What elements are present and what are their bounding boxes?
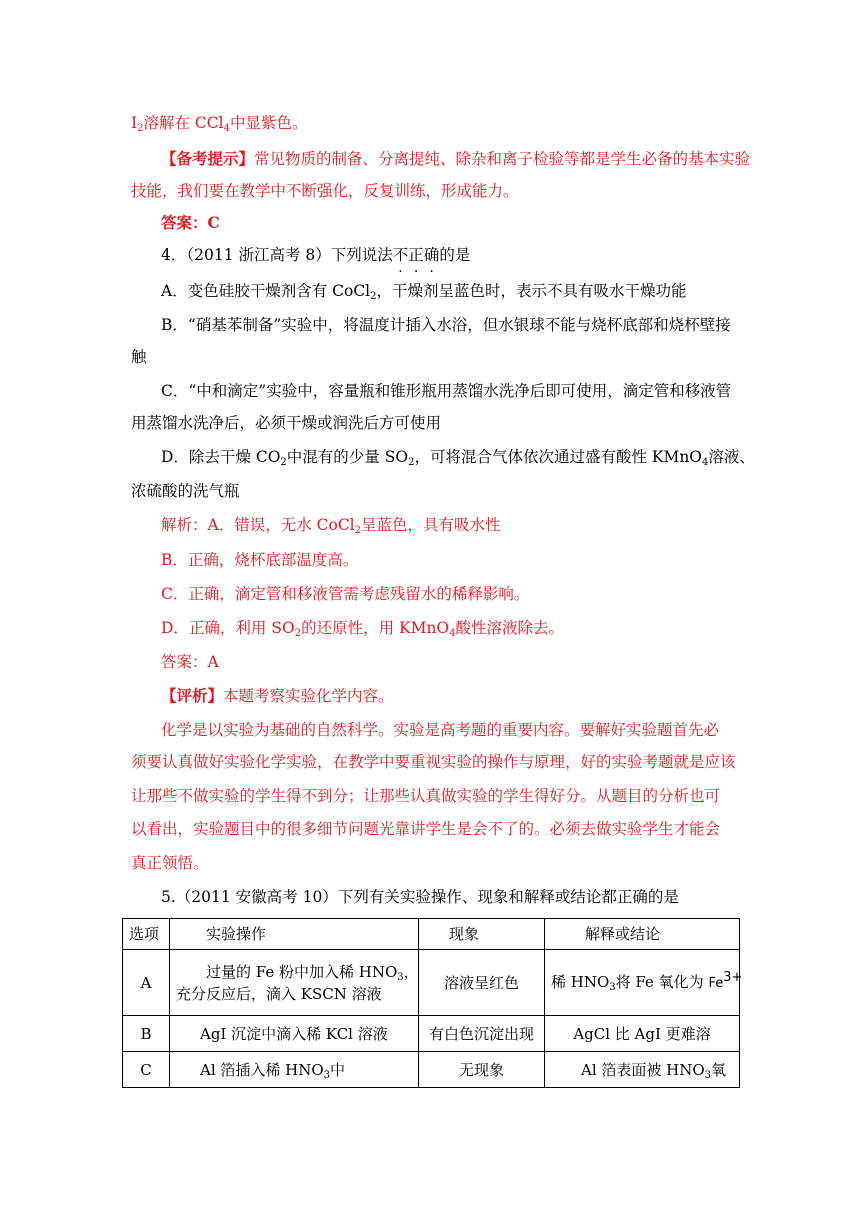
line-i2-ccl4: $I_2$溶解在 CCl$_4$中显紫色。 — [131, 114, 308, 134]
row-c-conclusion: Al 箔表面被 $HNO_3$氧 — [545, 1052, 740, 1088]
row-c-phenomenon: 无现象 — [419, 1052, 545, 1088]
row-c-operation: Al 箔插入稀 $HNO_3$中 — [170, 1052, 419, 1088]
explanation-a: 解析：A．错误，无水 CoCl$_2$呈蓝色，具有吸水性 — [161, 516, 501, 536]
row-a-phenomenon: 溶液呈红色 — [419, 950, 545, 1016]
row-b-phenomenon: 有白色沉淀出现 — [419, 1016, 545, 1052]
question-5-stem: 5.（2011 安徽高考 10）下列有关实验操作、现象和解释或结论都正确的是 — [161, 888, 679, 906]
row-a-option: A — [123, 950, 170, 1016]
table-row — [123, 950, 740, 1016]
experiment-table — [122, 918, 743, 1088]
row-b-operation: AgI 沉淀中滴入稀 KCl 溶液 — [170, 1016, 419, 1052]
row-b-option: B — [123, 1016, 170, 1052]
explanation-c: C．正确，滴定管和移液管需考虑残留水的稀释影响。 — [161, 585, 530, 603]
review-paragraph-2: 须要认真做好实验化学实验，在教学中要重视实验的操作与原理，好的实验考题就是应该 — [131, 753, 736, 771]
header-conclusion: 解释或结论 — [545, 919, 740, 950]
header-operation: 实验操作 — [170, 919, 419, 950]
answer-c: 答案：C — [161, 213, 220, 232]
explanation-b: B．正确，烧杯底部温度高。 — [161, 551, 359, 569]
review-paragraph-5: 真正领悟。 — [131, 854, 209, 872]
review-line: 【评析】本题考察实验化学内容。 — [161, 686, 394, 705]
option-b-line-1: B．“硝基苯制备”实验中，将温度计插入水浴，但水银球不能与烧杯底部和烧杯壁接 — [161, 316, 731, 334]
table-row — [123, 1052, 740, 1088]
question-4-stem: 4．（2011 浙江高考 8）下列说法不正确的是 — [161, 246, 471, 264]
exam-tip-line-2: 技能，我们要在教学中不断强化，反复训练，形成能力。 — [131, 182, 519, 200]
table-row — [123, 1016, 740, 1052]
option-d-line-2: 浓硫酸的洗气瓶 — [131, 482, 240, 500]
option-b-line-2: 触 — [131, 348, 147, 366]
explanation-d: D．正确，利用 $SO_2$的还原性，用 KMnO$_4$酸性溶液除去。 — [161, 619, 565, 639]
review-paragraph-4: 以看出，实验题目中的很多细节问题光靠讲学生是会不了的。必须去做实验学生才能会 — [131, 820, 721, 838]
review-paragraph-1: 化学是以实验为基础的自然科学。实验是高考题的重要内容。要解好实验题首先必 — [161, 721, 720, 739]
exam-tip-line-1: 【备考提示】常见物质的制备、分离提纯、除杂和离子检验等都是学生必备的基本实验 — [161, 149, 751, 168]
row-a-operation: 过量的 Fe 粉中加入稀 $HNO_3$， 充分反应后，滴入 KSCN 溶液 — [170, 950, 419, 1016]
row-b-conclusion: AgCl 比 AgI 更难溶 — [545, 1016, 740, 1052]
option-d-line-1: D．除去干燥 $CO_2$中混有的少量 $SO_2$，可将混合气体依次通过盛有酸性 KMnO$_4$溶液、 — [161, 448, 755, 468]
table-header-row — [123, 919, 740, 950]
row-a-conclusion: 稀 $HNO_3$将 Fe 氧化为 $Fe^{3+}$ — [545, 950, 740, 1016]
header-option: 选项 — [123, 919, 170, 950]
review-paragraph-3: 让那些不做实验的学生得不到分；让那些认真做实验的学生得好分。从题目的分析也可 — [131, 787, 721, 805]
option-a: A．变色硅胶干燥剂含有 CoCl$_2$，干燥剂呈蓝色时，表示不具有吸水干燥功能 — [161, 282, 687, 302]
answer-a: 答案：A — [161, 653, 219, 671]
row-c-option: C — [123, 1052, 170, 1088]
option-c-line-2: 用蒸馏水洗净后，必须干燥或润洗后方可使用 — [131, 414, 442, 432]
option-c-line-1: C．“中和滴定”实验中，容量瓶和锥形瓶用蒸馏水洗净后即可使用，滴定管和移液管 — [161, 382, 732, 400]
header-phenomenon: 现象 — [419, 919, 545, 950]
